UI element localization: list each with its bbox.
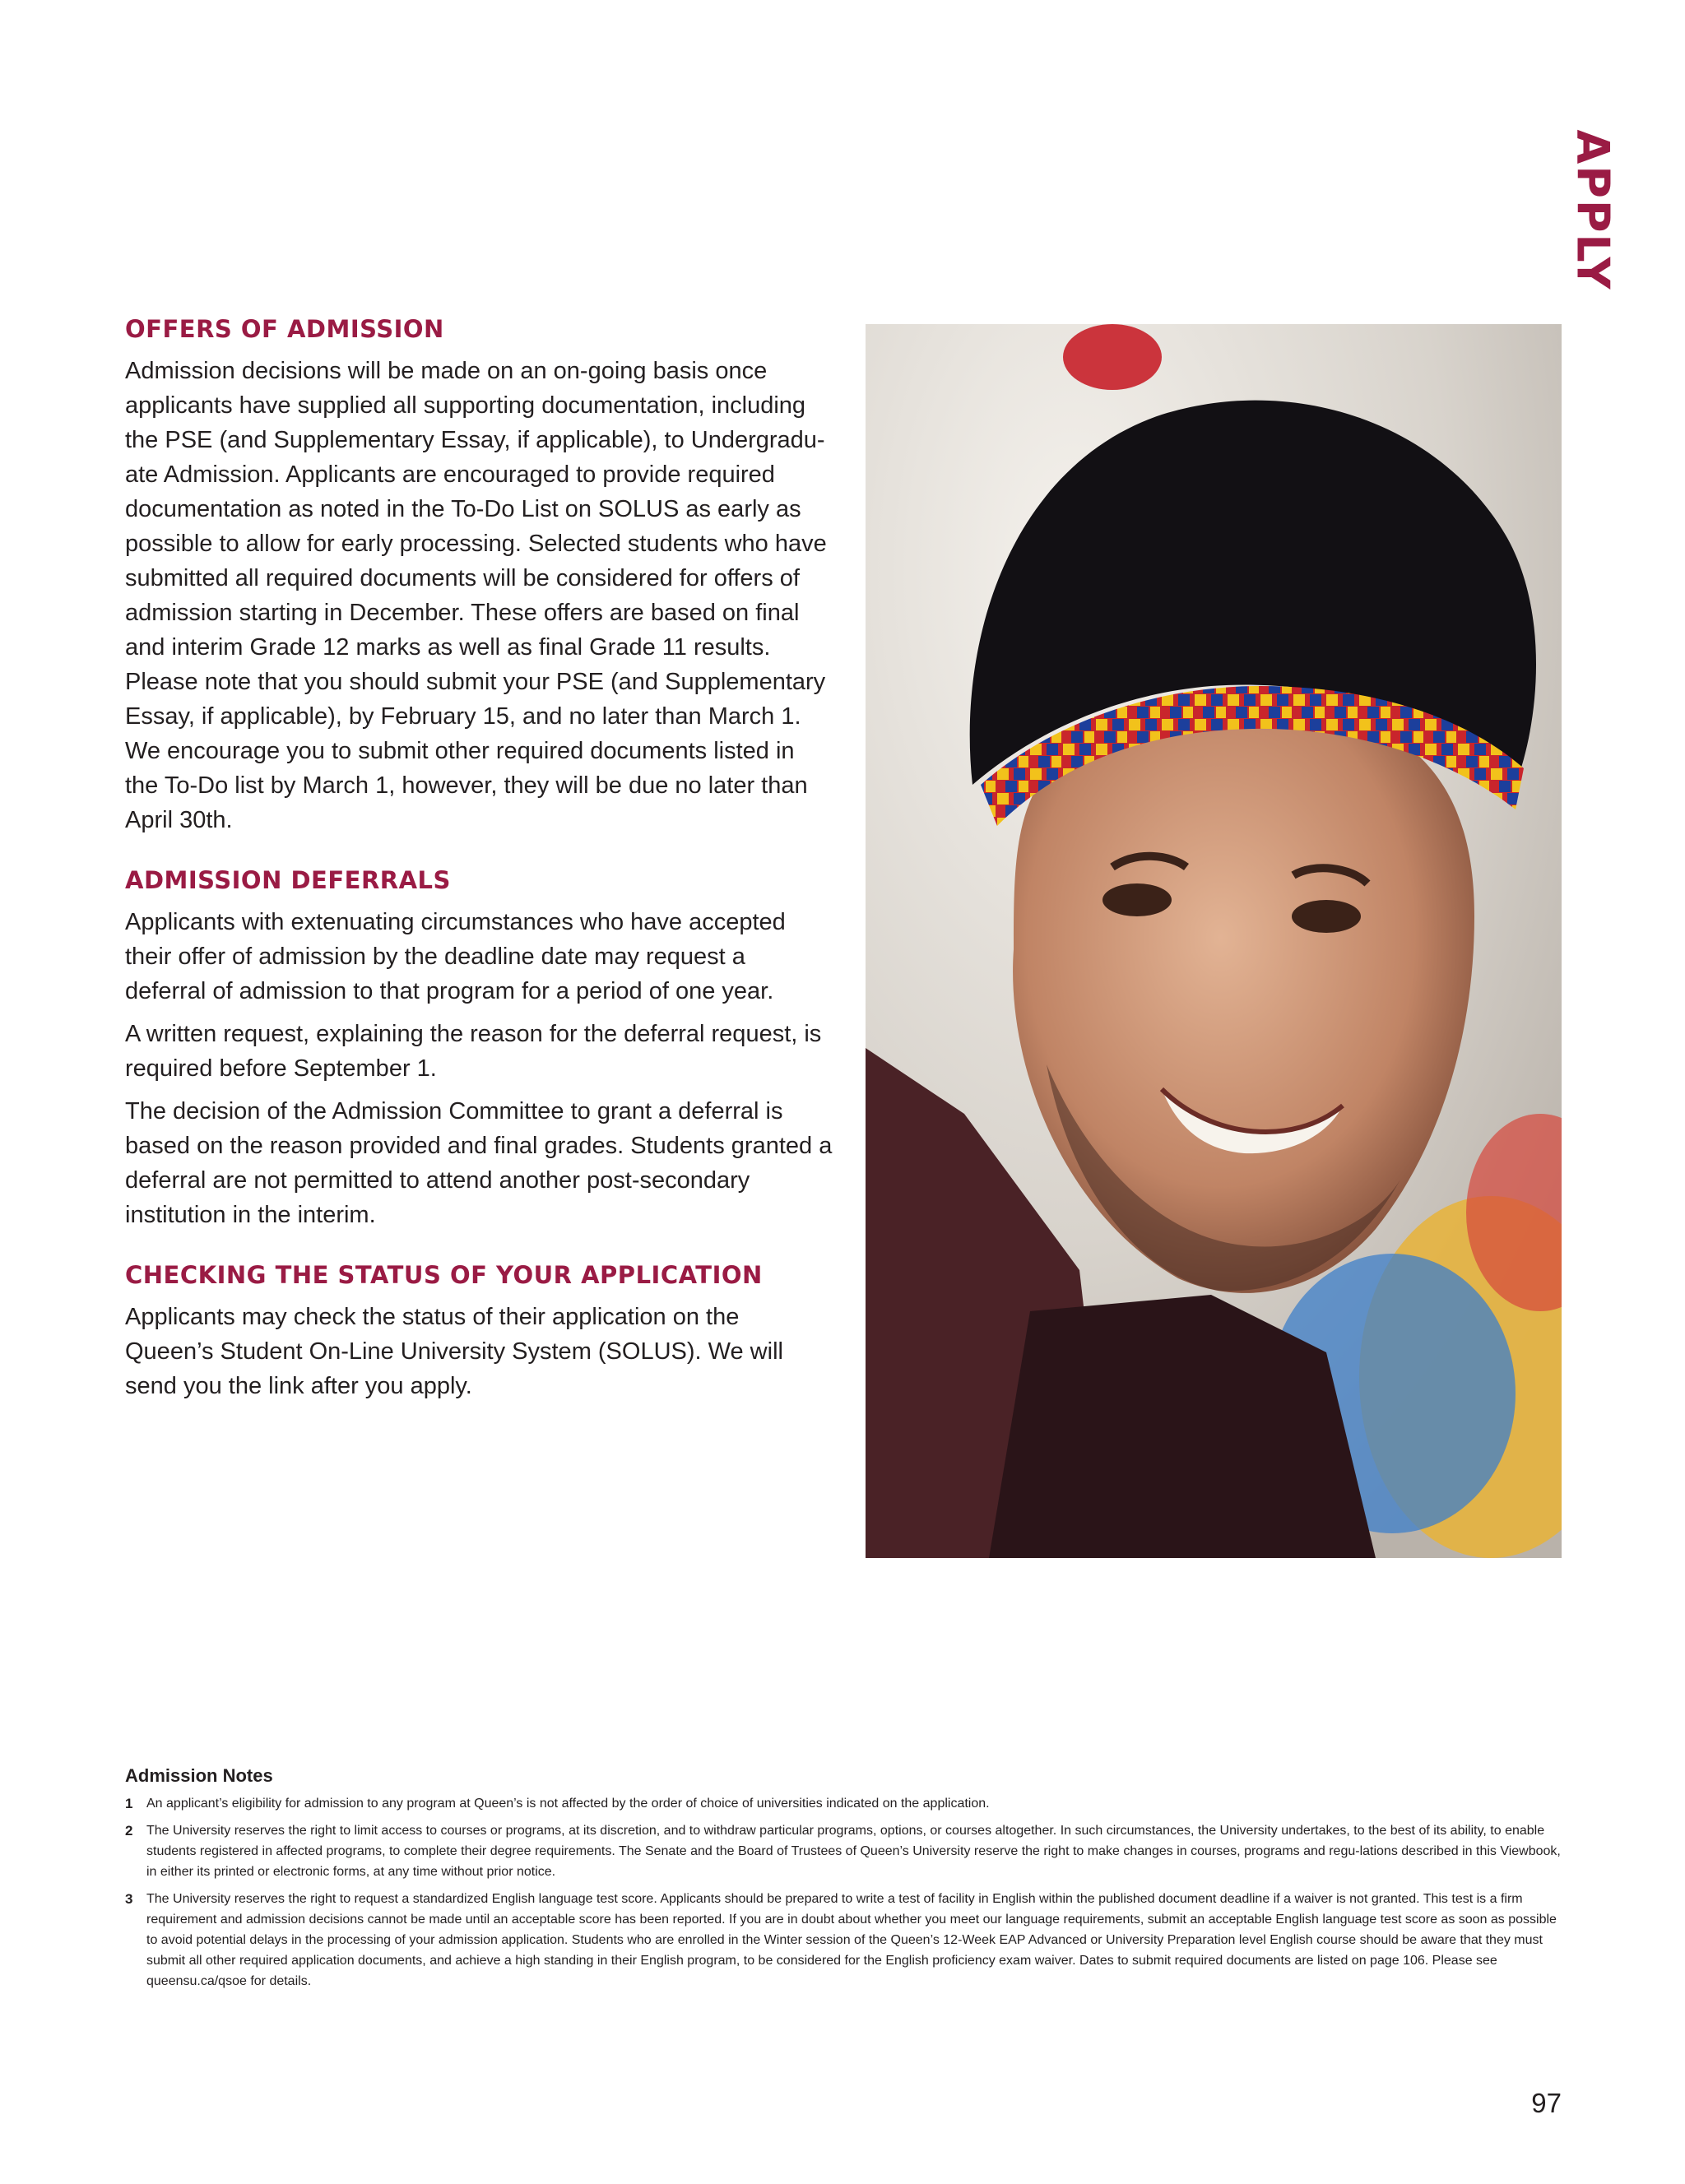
section-tab-apply [1568,115,1618,304]
section-admission-deferrals [125,864,833,1232]
main-text-column [125,313,833,1430]
note-number: 2 [125,1823,133,1839]
note-item [125,1793,1562,1814]
note-text: The University reserves the right to request a standardized English language test score. Applicants should be prepared to write a test of facility in English within the published document deadline if a waiver is not granted. This test is a firm requirement and admission decisions cannot be made until an acceptable score has been reported. If you are in doubt about whether you meet our language requirements, submit an acceptable English language test score as soon as possible to avoid potential delays in the processing of your admission application. Students who are enrolled in the Winter session of the Queen’s 12-Week EAP Advanced or University Preparation level English course should be aware that they must submit all other required application documents, and achieve a high standing in their English program, to be considered for the English proficiency exam waiver. Dates to submit required documents are listed on page 106. Please see queensu.ca/qsoe for details. [146,1892,1557,1988]
note-number: 1 [125,1796,133,1811]
section-heading: OFFERS OF ADMISSION [125,315,444,343]
admission-notes [125,1765,1562,1998]
section-heading: CHECKING THE STATUS OF YOUR APPLICATION [125,1261,763,1289]
note-text: The University reserves the right to limit access to courses or programs, at its discretion, and to withdraw particular programs, options, or courses altogether. In such circumstances, the University undertakes, to the best of its ability, to enable students registered in affected programs, to complete their degree requirements. The Senate and the Board of Trustees of Queen’s University reserve the right to make changes in courses, programs and regu-lations described in this Viewbook, in either its printed or electronic forms, at any time without prior notice. [146,1824,1561,1879]
portrait-illustration [866,324,1562,1558]
section-checking-status [125,1259,833,1403]
section-paragraph: The decision of the Admission Committee to grant a deferral is based on the reason provided and final grades. Students granted a deferral are not permitted to attend another post-secondary institution in the interim. [125,1098,833,1228]
notes-title: Admission Notes [125,1765,273,1786]
section-paragraph: A written request, explaining the reason for the deferral request, is required before September 1. [125,1021,822,1082]
section-offers-of-admission [125,313,833,837]
section-paragraph: Applicants with extenuating circumstances who have accepted their offer of admission by the deadline date may request a deferral of admission to that program for a period of one year. [125,909,786,1004]
note-number: 3 [125,1891,133,1907]
section-paragraph: Admission decisions will be made on an on-going basis once applicants have supplied all supporting documentation, including the PSE (and Supplementary Essay, if applicable), to Undergradu-ate Admission. Applicants are encouraged to provide required documentation as noted in the To-Do List on SOLUS as early as possible to allow for early processing. Selected students who have submitted all required documents will be considered for offers of admission starting in December. These offers are based on final and interim Grade 12 marks as well as final Grade 11 results. Please note that you should submit your PSE (and Supplementary Essay, if applicable), by February 15, and no later than March 1. We encourage you to submit other required documents listed in the To-Do list by March 1, however, they will be due no later than April 30th. [125,358,827,833]
page-number: 97 [1531,2088,1562,2118]
note-item [125,1889,1562,1992]
note-text: An applicant’s eligibility for admission to any program at Queen’s is not affected by the order of choice of universities indicated on the application. [146,1797,990,1811]
section-paragraph: Applicants may check the status of their application on the Queen’s Student On-Line University System (SOLUS). We will send you the link after you apply. [125,1304,783,1399]
section-tab-label: APPLY [1567,128,1619,291]
section-heading: ADMISSION DEFERRALS [125,866,451,894]
student-portrait-photo [866,324,1562,1558]
note-item [125,1820,1562,1882]
